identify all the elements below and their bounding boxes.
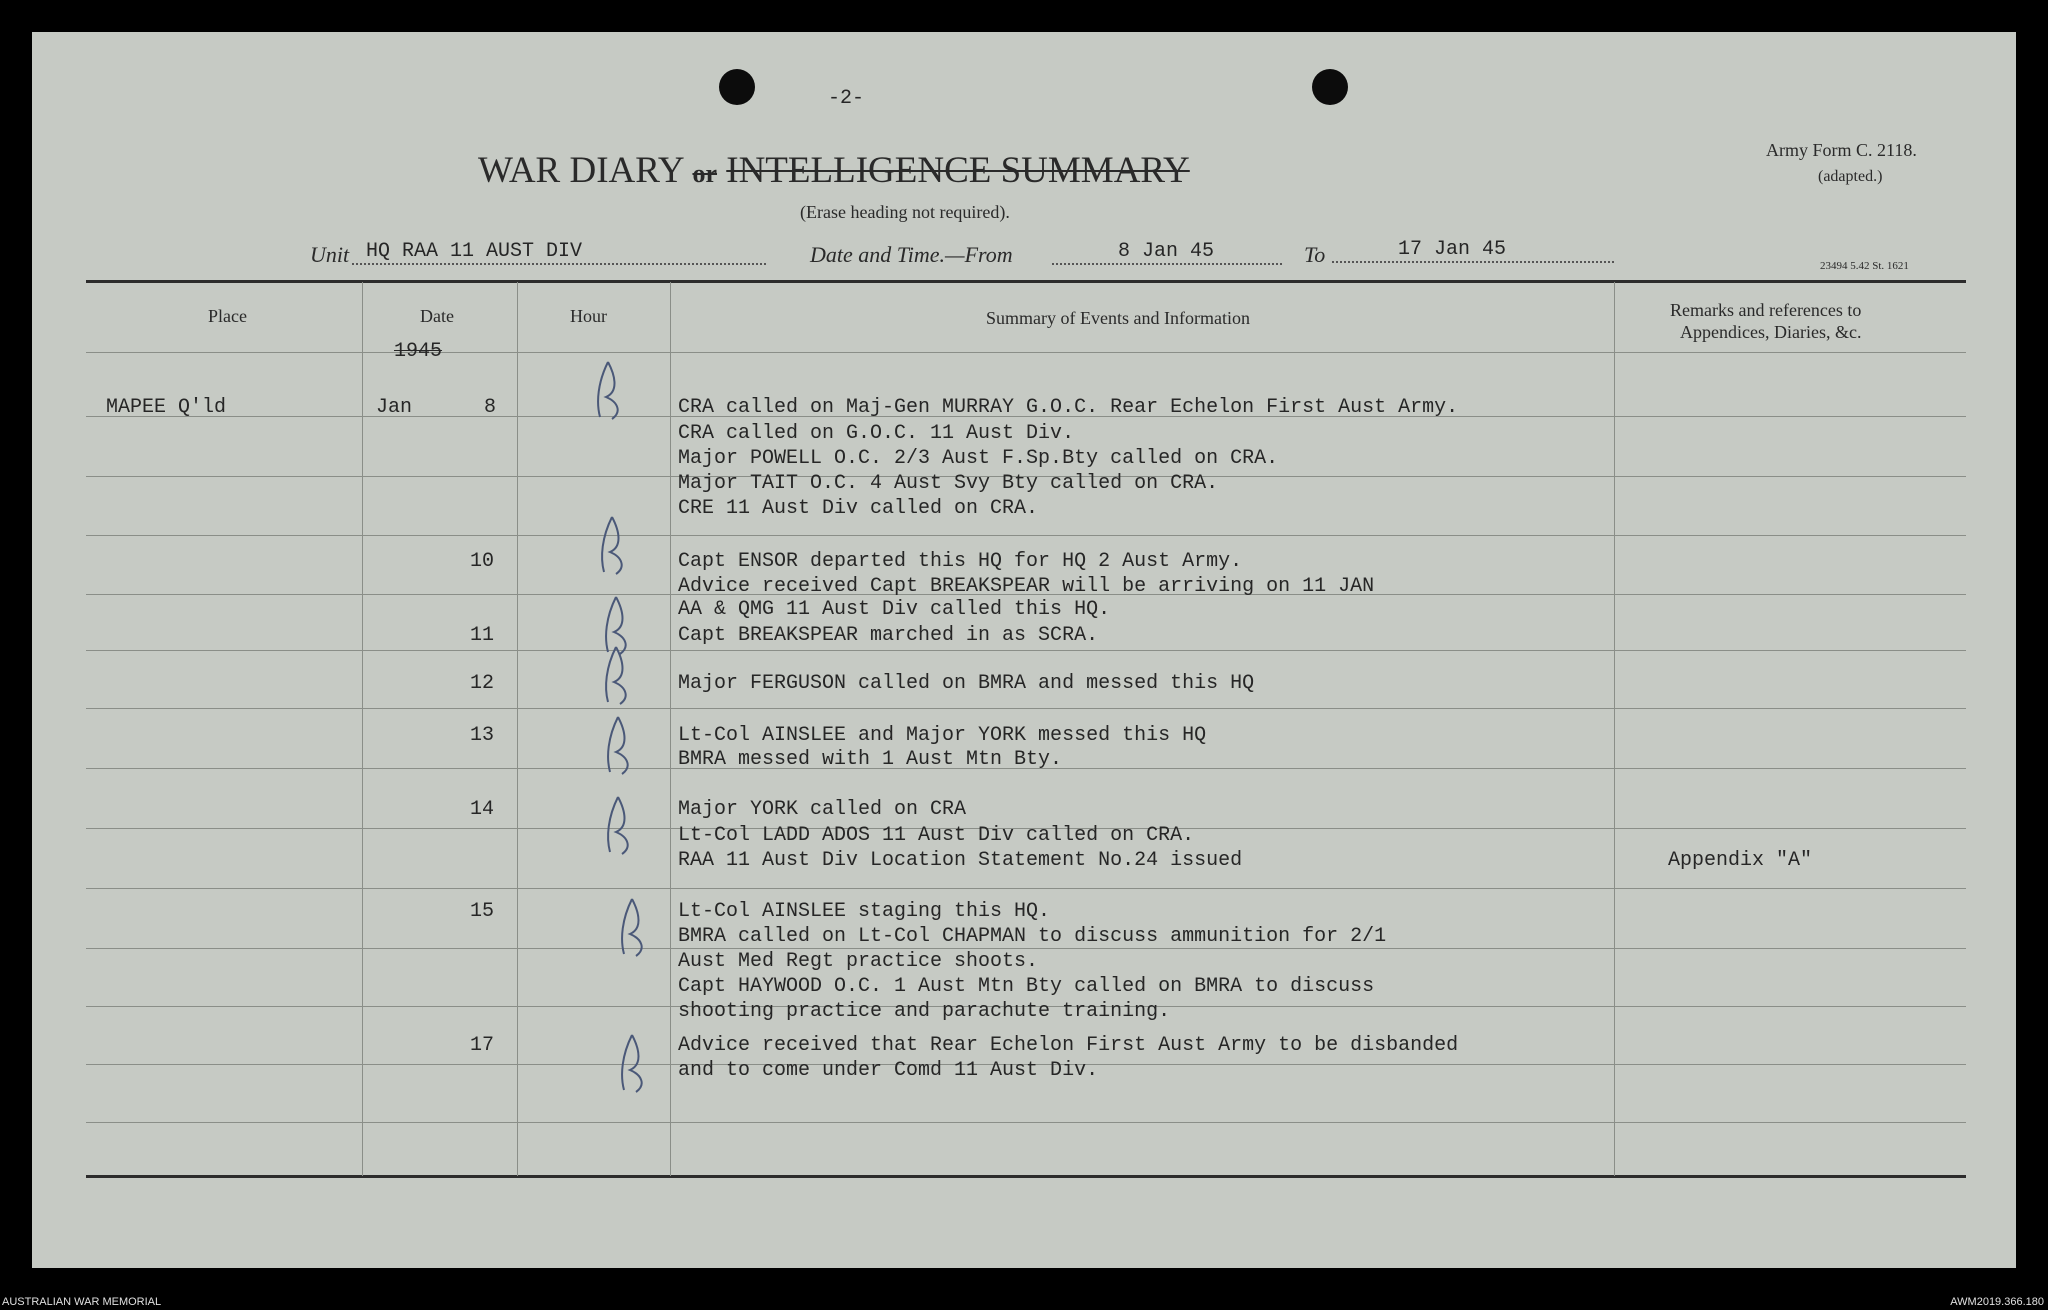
- column-header-place: Place: [208, 306, 247, 326]
- date-to-value: 17 Jan 45: [1332, 238, 1614, 263]
- punch-hole-right: [1312, 69, 1348, 105]
- row-rule: [86, 535, 1966, 536]
- row-rule: [86, 948, 1966, 949]
- column-header-hour: Hour: [570, 306, 607, 326]
- entry-line: Advice received that Rear Echelon First Aust Army to be disbanded: [678, 1034, 1459, 1057]
- column-header-date: Date: [420, 306, 454, 326]
- heading: [478, 149, 1190, 192]
- to-label: To: [1304, 242, 1326, 267]
- row-rule: [86, 1122, 1966, 1123]
- date-time-label: Date and Time.—From: [810, 242, 1013, 267]
- year: 1945: [394, 340, 443, 363]
- entry-line: Advice received Capt BREAKSPEAR will be arriving on 11 JAN: [678, 575, 1375, 598]
- handwritten-initial: [598, 712, 638, 782]
- day-number: 10: [470, 550, 495, 573]
- entry-line: CRE 11 Aust Div called on CRA.: [678, 497, 1039, 520]
- handwritten-initial: [612, 894, 652, 964]
- column-header-summary: Summary of Events and Information: [986, 308, 1250, 328]
- erase-note: (Erase heading not required).: [800, 202, 1010, 222]
- row-rule: [86, 352, 1966, 353]
- entry-line: Capt BREAKSPEAR marched in as SCRA.: [678, 624, 1099, 647]
- entry-line: Capt ENSOR departed this HQ for HQ 2 Aust Army.: [678, 550, 1243, 573]
- row-rule: [86, 888, 1966, 889]
- day-number: 12: [470, 672, 495, 695]
- footer-right: AWM2019.366.180: [1950, 1296, 2044, 1308]
- table-top-rule: [86, 280, 1966, 283]
- table-bottom-rule: [86, 1175, 1966, 1178]
- footer-left: AUSTRALIAN WAR MEMORIAL: [2, 1296, 162, 1308]
- day-number: 14: [470, 798, 495, 821]
- entry-line: Major TAIT O.C. 4 Aust Svy Bty called on CRA.: [678, 472, 1219, 495]
- entry-line: BMRA messed with 1 Aust Mtn Bty.: [678, 748, 1063, 771]
- entry-line: and to come under Comd 11 Aust Div.: [678, 1059, 1099, 1082]
- handwritten-initial: [592, 512, 632, 582]
- day-number: 15: [470, 900, 495, 923]
- army-form-line2: (adapted.): [1818, 168, 1883, 185]
- entry-line: CRA called on G.O.C. 11 Aust Div.: [678, 422, 1075, 445]
- entry-line: Lt-Col AINSLEE and Major YORK messed this HQ: [678, 724, 1207, 747]
- day-number: 11: [470, 624, 495, 647]
- column-header-remarks-line2: Appendices, Diaries, &c.: [1680, 322, 1862, 342]
- punch-hole-left: [719, 69, 755, 105]
- day-number: 8: [484, 396, 497, 419]
- month: Jan: [376, 396, 413, 419]
- row-rule: [86, 650, 1966, 651]
- entry-line: Major YORK called on CRA: [678, 798, 967, 821]
- entry-line: Aust Med Regt practice shoots.: [678, 950, 1039, 973]
- column-header-remarks-line1: Remarks and references to: [1670, 300, 1862, 320]
- entry-line: Lt-Col AINSLEE staging this HQ.: [678, 900, 1051, 923]
- entry-line: Lt-Col LADD ADOS 11 Aust Div called on CRA.: [678, 824, 1195, 847]
- print-code: 23494 5.42 St. 1621: [1820, 260, 1909, 272]
- entry-line: CRA called on Maj-Gen MURRAY G.O.C. Rear Echelon First Aust Army.: [678, 396, 1459, 419]
- heading-or: or: [692, 159, 718, 188]
- day-number: 17: [470, 1034, 495, 1057]
- entry-line: Major FERGUSON called on BMRA and messed this HQ: [678, 672, 1255, 695]
- day-number: 13: [470, 724, 495, 747]
- handwritten-initial: [612, 1030, 652, 1100]
- entry-line: AA & QMG 11 Aust Div called this HQ.: [678, 598, 1111, 621]
- handwritten-initial: [588, 357, 628, 427]
- entry-line: shooting practice and parachute training.: [678, 1000, 1171, 1023]
- unit-value: HQ RAA 11 AUST DIV: [352, 240, 766, 265]
- handwritten-initial: [596, 642, 636, 712]
- entry-line: Capt HAYWOOD O.C. 1 Aust Mtn Bty called on BMRA to discuss: [678, 975, 1375, 998]
- entry-line: Major POWELL O.C. 2/3 Aust F.Sp.Bty called on CRA.: [678, 447, 1279, 470]
- appendix-reference: Appendix "A": [1668, 849, 1813, 872]
- page-number: -2-: [828, 87, 865, 110]
- army-form-line1: Army Form C. 2118.: [1766, 140, 1917, 160]
- row-rule: [86, 708, 1966, 709]
- war-diary-title: WAR DIARY: [478, 150, 684, 191]
- unit-label: Unit: [310, 242, 350, 267]
- place-value: MAPEE Q'ld: [106, 396, 227, 419]
- date-from-value: 8 Jan 45: [1052, 240, 1282, 265]
- entry-line: RAA 11 Aust Div Location Statement No.24 issued: [678, 849, 1243, 872]
- diary-sheet: [32, 32, 2016, 1268]
- entry-line: BMRA called on Lt-Col CHAPMAN to discuss ammunition for 2/1: [678, 925, 1387, 948]
- intelligence-summary-title: INTELLIGENCE SUMMARY: [726, 150, 1190, 191]
- handwritten-initial: [598, 792, 638, 862]
